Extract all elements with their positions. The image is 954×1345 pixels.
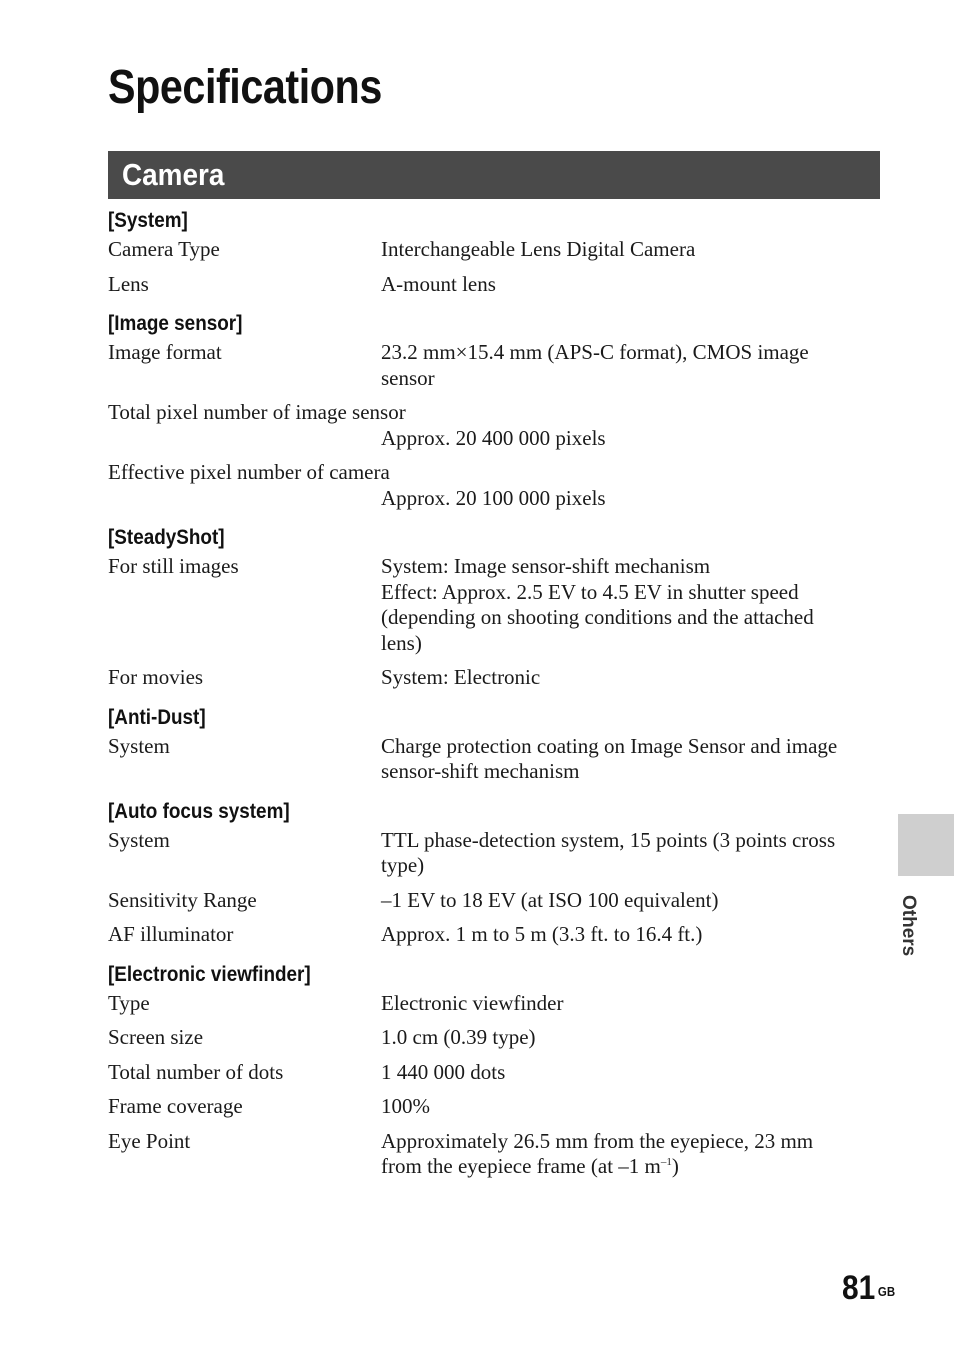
spec-value	[381, 922, 880, 948]
spec-value	[381, 1025, 880, 1051]
spec-value-text: Approx. 1 m to 5 m (3.3 ft. to 16.4 ft.)	[381, 922, 703, 946]
spec-group	[108, 310, 880, 511]
spec-group-heading: [System]	[108, 209, 188, 232]
spec-value	[381, 734, 880, 785]
spec-label: System	[108, 827, 170, 852]
spec-row	[108, 1060, 880, 1086]
spec-group-heading: [SteadyShot]	[108, 526, 225, 549]
spec-label: Lens	[108, 271, 149, 296]
spec-label: For still images	[108, 554, 239, 578]
spec-group	[108, 961, 880, 1180]
spec-value-superscript: –1	[660, 1156, 672, 1168]
spec-row	[108, 888, 880, 914]
spec-value	[108, 486, 880, 512]
spec-label: Effective pixel number of camera	[108, 460, 390, 484]
spec-group	[108, 704, 880, 785]
page-number-suffix: GB	[877, 1284, 896, 1299]
spec-row	[108, 991, 880, 1017]
spec-value	[381, 340, 880, 391]
spec-label: Eye Point	[108, 1128, 191, 1153]
spec-value	[381, 554, 880, 656]
page-title: Specifications	[108, 61, 382, 114]
spec-row	[108, 734, 880, 785]
spec-label: For movies	[108, 665, 204, 689]
spec-group	[108, 207, 880, 297]
spec-row	[108, 272, 880, 298]
spec-row	[108, 554, 880, 656]
spec-group	[108, 798, 880, 948]
spec-value-text: 1.0 cm (0.39 type)	[381, 1025, 536, 1049]
spec-label: Sensitivity Range	[108, 887, 257, 912]
spec-row	[108, 665, 880, 691]
spec-value	[381, 1094, 880, 1120]
side-tab-marker	[898, 814, 954, 876]
section-header-bar	[108, 151, 880, 199]
spec-value-tail: )	[671, 1154, 679, 1178]
spec-group	[108, 524, 880, 691]
spec-row	[108, 1094, 880, 1120]
spec-group-heading: [Anti-Dust]	[108, 705, 206, 729]
spec-value	[381, 272, 880, 298]
spec-group-heading: [Auto focus system]	[108, 799, 290, 823]
spec-label: System	[108, 733, 170, 758]
section-title: Camera	[122, 157, 225, 192]
specifications-list	[108, 207, 880, 1193]
spec-value-text: A-mount lens	[381, 271, 496, 296]
spec-value	[381, 888, 880, 914]
page-number	[842, 1268, 895, 1308]
spec-label: Type	[108, 990, 150, 1015]
spec-row	[108, 828, 880, 879]
page-number-value: 81	[842, 1269, 876, 1307]
spec-value-text: –1 EV to 18 EV (at ISO 100 equivalent)	[381, 887, 719, 912]
spec-row	[108, 340, 880, 391]
spec-label: AF illuminator	[108, 922, 234, 946]
spec-value-text: System: Electronic	[381, 665, 541, 689]
spec-value-text: System: Image sensor-shift mechanism Effect: Approx. 2.5 EV to 4.5 EV in shutter speed (depending on shooting conditions and the attached lens)	[381, 554, 814, 655]
side-tab-label: Others	[898, 895, 919, 957]
spec-value-text: Approx. 20 100 000 pixels	[381, 485, 606, 510]
spec-row	[108, 922, 880, 948]
spec-value	[381, 1060, 880, 1086]
spec-group-heading: [Electronic viewfinder]	[108, 962, 311, 986]
spec-value-text: Approx. 20 400 000 pixels	[381, 425, 606, 450]
spec-value	[381, 828, 880, 879]
spec-value-text: Charge protection coating on Image Sensor and image sensor-shift mechanism	[381, 733, 838, 783]
spec-row	[108, 1129, 880, 1180]
spec-label: Total number of dots	[108, 1059, 284, 1084]
spec-row	[108, 1025, 880, 1051]
spec-value-text: 1 440 000 dots	[381, 1059, 506, 1084]
spec-row	[108, 237, 880, 263]
spec-value-text: Interchangeable Lens Digital Camera	[381, 237, 696, 261]
spec-label: Screen size	[108, 1025, 204, 1049]
spec-value	[381, 665, 880, 691]
spec-value	[381, 991, 880, 1017]
spec-value	[108, 426, 880, 452]
spec-row	[108, 460, 880, 511]
spec-value-text: TTL phase-detection system, 15 points (3 points cross type)	[381, 827, 836, 877]
spec-label: Frame coverage	[108, 1094, 243, 1118]
spec-label: Camera Type	[108, 237, 220, 261]
spec-label: Image format	[108, 340, 222, 364]
spec-value-text: Electronic viewfinder	[381, 990, 564, 1015]
spec-group-heading: [Image sensor]	[108, 312, 243, 335]
spec-value-text: 23.2 mm×15.4 mm (APS-C format), CMOS image sensor	[381, 340, 809, 390]
spec-value	[381, 237, 880, 263]
spec-value-text: 100%	[381, 1094, 430, 1118]
spec-value-text: Approximately 26.5 mm from the eyepiece, 23 mm from the eyepiece frame (at –1 m	[381, 1128, 814, 1178]
spec-row	[108, 400, 880, 451]
spec-value	[381, 1129, 880, 1180]
spec-label: Total pixel number of image sensor	[108, 400, 406, 424]
